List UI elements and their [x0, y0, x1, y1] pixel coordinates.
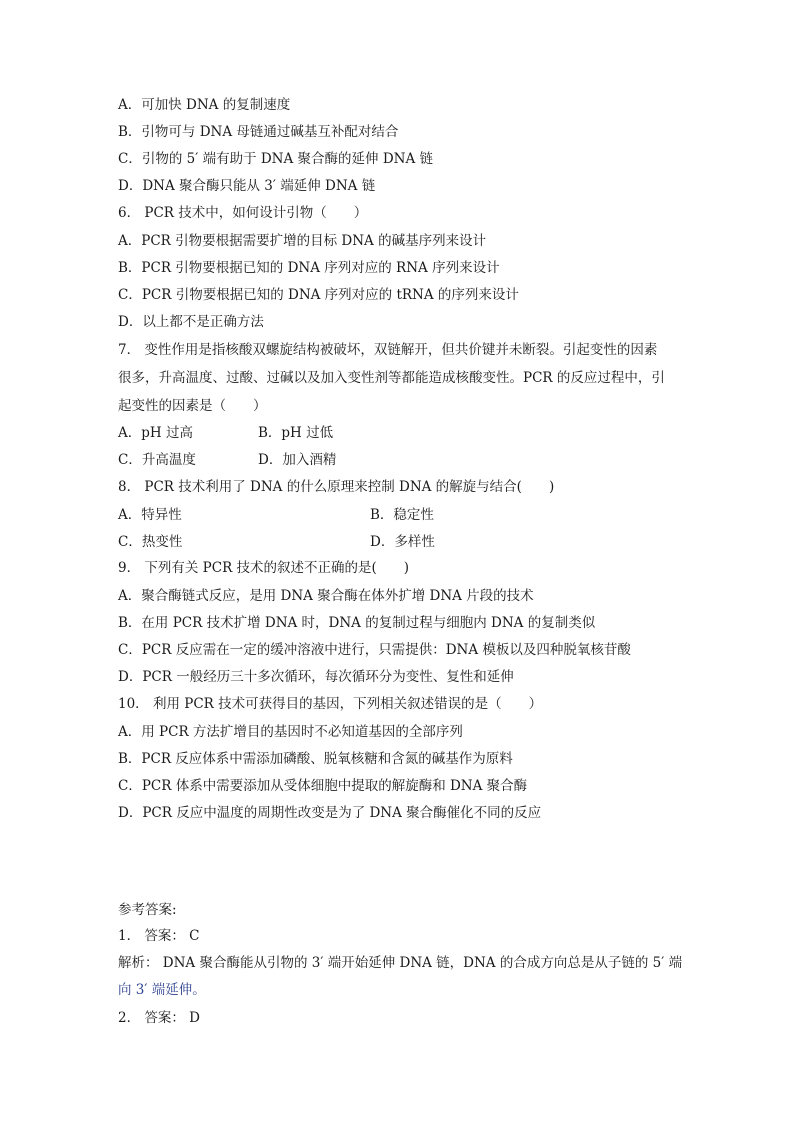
q6-option-a: A．PCR 引物要根据需要扩增的目标 DNA 的碱基序列来设计 — [118, 233, 487, 249]
q8-option-b: B．稳定性 — [370, 507, 434, 523]
q10-stem: 10． 利用 PCR 技术可获得目的基因，下列相关叙述错误的是（ ） — [118, 696, 543, 712]
q8-option-d: D．多样性 — [370, 534, 435, 550]
q9-option-c: C．PCR 反应需在一定的缓冲溶液中进行，只需提供：DNA 模板以及四种脱氧核苷酸 — [118, 642, 631, 658]
q7-stem-line3: 起变性的因素是（ ） — [118, 398, 267, 414]
q7-option-b: B．pH 过低 — [258, 425, 334, 441]
q6-stem: 6． PCR 技术中，如何设计引物（ ） — [118, 205, 368, 221]
q5-option-d: D．DNA 聚合酶只能从 3′ 端延伸 DNA 链 — [118, 178, 376, 194]
q7-option-c: C．升高温度 — [118, 452, 196, 468]
answer-1-explanation-line2: 向 3′ 端延伸。 — [118, 982, 206, 998]
q7-stem-line2: 很多，升高温度、过酸、过碱以及加入变性剂等都能造成核酸变性。PCR 的反应过程中，引 — [118, 370, 665, 386]
q5-option-a: A．可加快 DNA 的复制速度 — [118, 97, 291, 113]
q10-option-d: D．PCR 反应中温度的周期性改变是为了 DNA 聚合酶催化不同的反应 — [118, 805, 542, 821]
q9-option-d: D．PCR 一般经历三十多次循环，每次循环分为变性、复性和延伸 — [118, 669, 514, 685]
answer-2: 2． 答案： D — [118, 1010, 200, 1026]
answers-heading: 参考答案: — [118, 902, 177, 918]
q6-option-b: B．PCR 引物要根据已知的 DNA 序列对应的 RNA 序列来设计 — [118, 260, 500, 276]
q5-option-c: C．引物的 5′ 端有助于 DNA 聚合酶的延伸 DNA 链 — [118, 151, 434, 167]
q9-stem: 9． 下列有关 PCR 技术的叙述不正确的是( ) — [118, 560, 410, 576]
q8-option-a: A．特异性 — [118, 507, 182, 523]
q7-option-d: D．加入酒精 — [258, 452, 337, 468]
answer-1: 1． 答案： C — [118, 928, 200, 944]
q5-option-b: B．引物可与 DNA 母链通过碱基互补配对结合 — [118, 124, 399, 140]
q6-option-d: D．以上都不是正确方法 — [118, 314, 264, 330]
q10-option-c: C．PCR 体系中需要添加从受体细胞中提取的解旋酶和 DNA 聚合酶 — [118, 778, 528, 794]
answer-1-explanation-line1: 解析： DNA 聚合酶能从引物的 3′ 端开始延伸 DNA 链，DNA 的合成方向总是从子链的 5′ 端 — [118, 955, 683, 971]
q10-option-b: B．PCR 反应体系中需添加磷酸、脱氧核糖和含氮的碱基作为原料 — [118, 751, 513, 767]
q8-stem: 8． PCR 技术利用了 DNA 的什么原理来控制 DNA 的解旋与结合( ) — [118, 479, 555, 495]
q7-stem-line1: 7． 变性作用是指核酸双螺旋结构被破坏，双链解开，但共价键并未断裂。引起变性的因素 — [118, 342, 658, 358]
q9-option-b: B．在用 PCR 技术扩增 DNA 时，DNA 的复制过程与细胞内 DNA 的复制类似 — [118, 615, 596, 631]
q6-option-c: C．PCR 引物要根据已知的 DNA 序列对应的 tRNA 的序列来设计 — [118, 287, 519, 303]
q9-option-a: A．聚合酶链式反应，是用 DNA 聚合酶在体外扩增 DNA 片段的技术 — [118, 588, 534, 604]
q8-option-c: C．热变性 — [118, 534, 183, 550]
q10-option-a: A．用 PCR 方法扩增目的基因时不必知道基因的全部序列 — [118, 724, 463, 740]
q7-option-a: A．pH 过高 — [118, 425, 193, 441]
